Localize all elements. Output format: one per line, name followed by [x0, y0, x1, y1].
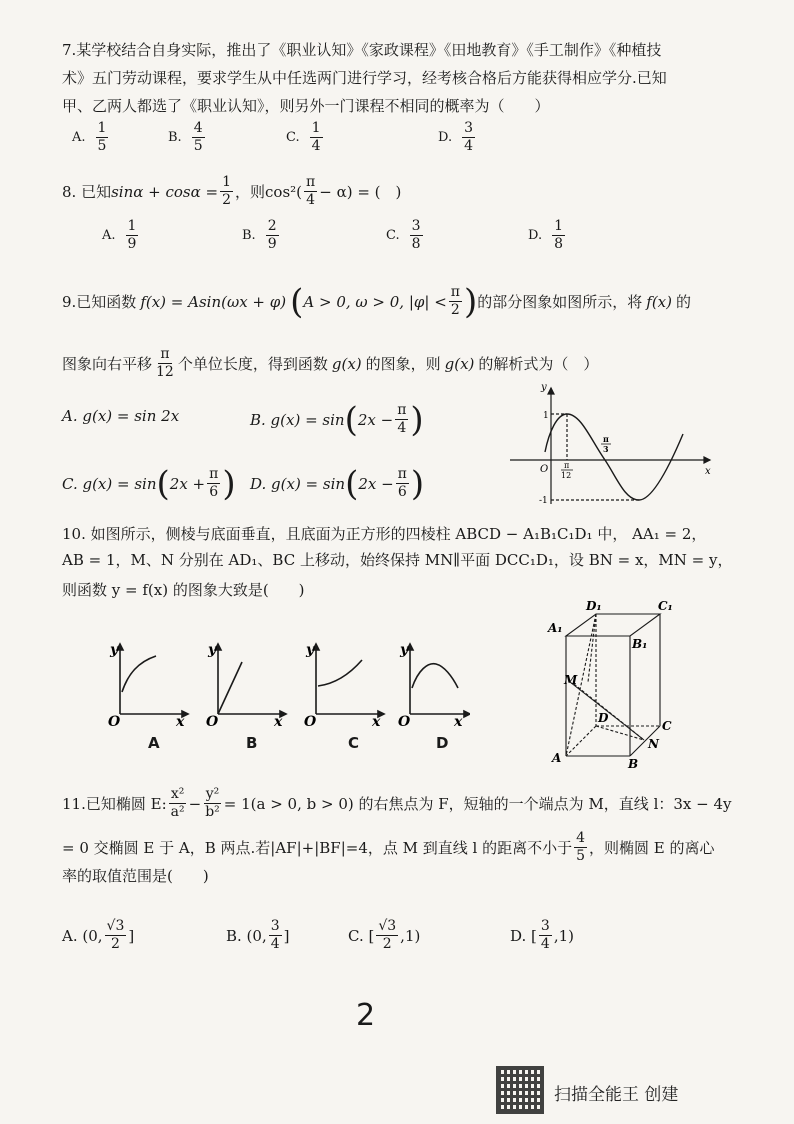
q10-label-c: C: [348, 734, 360, 752]
q7-option-c: C. $\frac{1}{4}$: [286, 120, 321, 154]
q10-option-graphs: [100, 640, 470, 730]
q10-graph-a-o: O: [108, 714, 121, 730]
q10-graph-a-y: y: [110, 642, 119, 658]
q10-line-2: AB = 1，M、N 分别在 AD₁、BC 上移动，始终保持 MN∥平面 DCC₁D₁，设 BN = x，MN = y，: [62, 551, 733, 569]
q10-graph-b-x: x: [274, 714, 283, 730]
q11-option-c: C. [ $\frac{√3}{2}$ ,1): [348, 918, 421, 952]
q10-graph-d-y: y: [400, 642, 409, 658]
q9-option-b: B. g(x) = sin ( 2x − $\frac{\pi}{4}$ ): [250, 399, 424, 440]
q9-graph-origin: O: [540, 464, 549, 475]
q10-prism-diagram: [540, 596, 690, 770]
q11-option-a: A. (0, $\frac{√3}{2}$ ]: [62, 918, 135, 952]
q9-tick-pi12-den: 12: [561, 471, 572, 480]
q9-x-arrow: [704, 457, 710, 463]
q8-stem: 8. 已知 sinα + cosα = $\frac{1}{2}$ ，则 cos²( $\frac{\pi}{4}$ − α) = ( ): [62, 174, 402, 208]
prism-label-d: D: [598, 711, 609, 725]
q9-tick-pi3-den: 3: [603, 444, 609, 454]
prism-label-a: A: [552, 751, 562, 765]
q10-label-b: B: [246, 734, 258, 752]
q9-graph-one: 1: [543, 411, 549, 421]
q10-graph-c: [313, 644, 384, 717]
footer-scanner-credit: 扫描全能王 创建: [554, 1085, 679, 1105]
q8-option-c: C. $\frac{3}{8}$: [386, 218, 421, 252]
q10-graph-a: [117, 644, 188, 717]
prism-top-face: [566, 614, 660, 636]
q9-sine-curve: [545, 414, 683, 500]
q11-stem-line-2: = 0 交椭圆 E 于 A，B 两点.若|AF|+|BF|=4，点 M 到直线 l 的距离不小于 $\frac{4}{5}$ ，则椭圆 E 的离心: [62, 830, 715, 864]
q9-option-c: C. g(x) = sin ( 2x + $\frac{\pi}{6}$ ): [62, 463, 236, 504]
prism-label-b1: B₁: [632, 637, 648, 651]
q10-graph-b-y: y: [208, 642, 217, 658]
q7-option-b: B. $\frac{4}{5}$: [168, 120, 203, 154]
q10-graph-d-o: O: [398, 714, 411, 730]
q9-tick-pi3-num: π: [603, 434, 609, 444]
prism-label-c: C: [662, 719, 672, 733]
q10-graph-c-y: y: [306, 642, 315, 658]
q10-label-a: A: [148, 734, 160, 752]
prism-label-a1: A₁: [548, 621, 563, 635]
prism-hidden-edges: [566, 614, 660, 756]
q11-stem-line-1: 11.已知椭圆 E: $\frac{\text{x²}}{\text{a²}}$ − $\frac{\text{y²}}{\text{b²}}$ = 1(a > 0, b > 0) 的右焦点为 F，短轴的一个端点为 M，直线 l：3x − 4y: [62, 786, 732, 820]
q9-graph-neg-one: -1: [539, 496, 548, 506]
q9-option-a: A. g(x) = sin 2x: [62, 407, 180, 425]
q9-graph-y-label: y: [541, 382, 547, 393]
page-number: 2: [356, 998, 376, 1033]
q10-line-3: 则函数 y = f(x) 的图象大致是( ): [62, 581, 305, 599]
q7-line-1: 7.某学校结合自身实际，推出了《职业认知》《家政课程》《田地教育》《手工制作》《种植技: [62, 41, 662, 59]
qr-code-icon: [496, 1066, 544, 1114]
q7-line-2: 术》五门劳动课程，要求学生从中任选两门进行学习，经考核合格后方能获得相应学分.已知: [62, 69, 667, 87]
prism-label-m: M: [564, 673, 578, 687]
q10-graph-c-o: O: [304, 714, 317, 730]
prism-label-c1: C₁: [658, 599, 673, 613]
q10-graph-b-o: O: [206, 714, 219, 730]
q7-line-3: 甲、乙两人都选了《职业认知》，则另外一门课程不相同的概率为（ ）: [62, 97, 550, 115]
q10-graph-a-x: x: [176, 714, 185, 730]
q9-tick-pi12-num: π: [564, 461, 570, 470]
q7-option-a: A. $\frac{1}{5}$: [72, 120, 107, 154]
q8-option-a: A. $\frac{1}{9}$: [102, 218, 137, 252]
q11-option-b: B. (0, $\frac{3}{4}$ ]: [226, 918, 290, 952]
prism-label-d1: D₁: [586, 599, 602, 613]
q10-label-d: D: [436, 734, 449, 752]
q10-line-1: 10. 如图所示，侧棱与底面垂直，且底面为正方形的四棱柱 ABCD − A₁B₁C₁D₁ 中， AA₁ = 2，: [62, 525, 707, 543]
q10-graph-b: [215, 644, 286, 717]
q11-line-3: 率的取值范围是( ): [62, 867, 209, 885]
q8-option-b: B. $\frac{2}{9}$: [242, 218, 277, 252]
prism-label-n: N: [648, 737, 659, 751]
q11-option-d: D. [ $\frac{3}{4}$ ,1): [510, 918, 574, 952]
q7-option-d: D. $\frac{3}{4}$: [438, 120, 474, 154]
q9-stem-line-1: 9.已知函数 f(x) = Asin(ωx + φ) ( A > 0, ω > 0, |φ| < $\frac{\pi}{2}$ ) 的部分图象如图所示，将 f(x) 的: [62, 281, 691, 322]
prism-label-b: B: [628, 757, 639, 770]
q10-graph-d: [407, 644, 470, 717]
q10-graph-c-x: x: [372, 714, 381, 730]
q9-stem-line-2: 图象向右平移 $\frac{\pi}{12}$ 个单位长度，得到函数 g(x) 的图象，则 g(x) 的解析式为（ ）: [62, 346, 599, 380]
q9-option-d: D. g(x) = sin ( 2x − $\frac{\pi}{6}$ ): [250, 463, 425, 504]
q9-graph-x-label: x: [705, 466, 711, 477]
q10-graph-d-x: x: [454, 714, 463, 730]
q9-sine-graph: [505, 382, 715, 506]
q8-option-d: D. $\frac{1}{8}$: [528, 218, 564, 252]
q9-y-arrow: [548, 388, 554, 394]
